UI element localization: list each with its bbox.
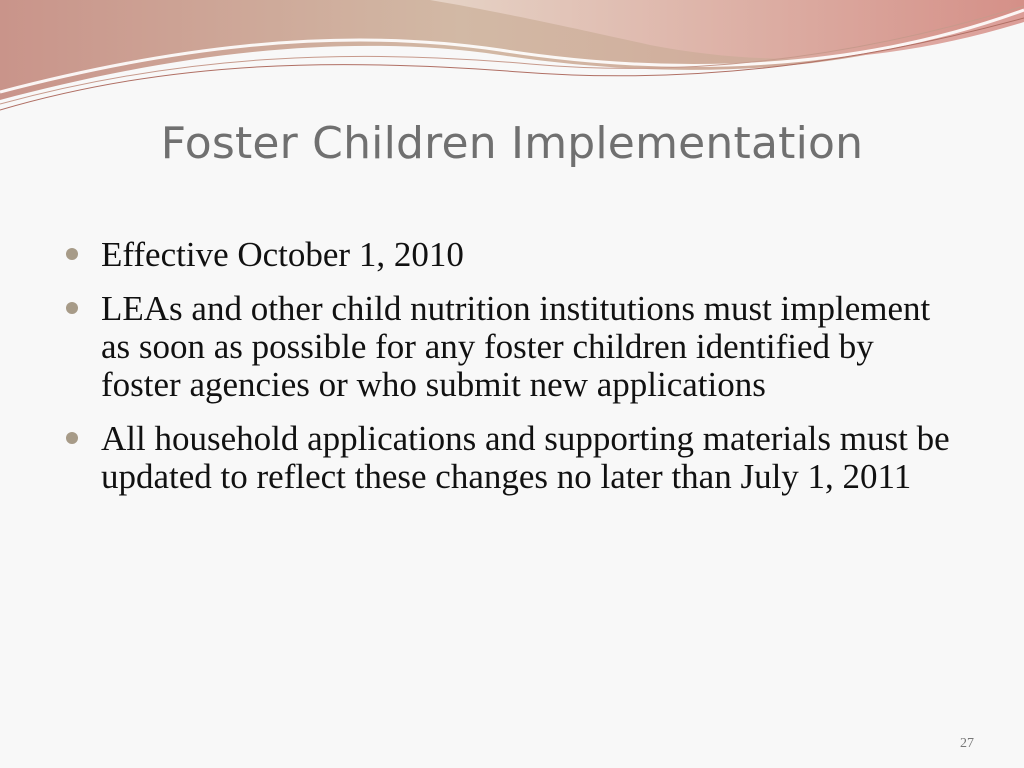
bullet-icon [66,302,78,314]
bullet-icon [66,432,78,444]
bullet-text: Effective October 1, 2010 [101,235,464,274]
bullet-text: LEAs and other child nutrition institutions must implement as soon as possible for any foster children identified by foster agencies or who submit new applications [101,289,931,404]
bullet-item [62,236,962,274]
header-swoosh-decoration [0,0,1024,120]
bullet-item [62,420,962,496]
bullet-icon [66,248,78,260]
bullet-text: All household applications and supporting materials must be updated to reflect these changes no later than July 1, 2011 [101,419,950,496]
slide-title: Foster Children Implementation [160,118,864,169]
page-number: 27 [960,736,974,751]
bullet-list [62,236,962,512]
bullet-item [62,290,962,404]
